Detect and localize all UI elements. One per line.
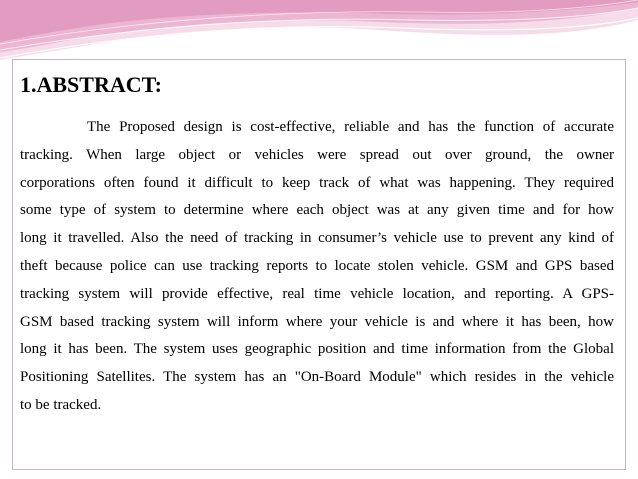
abstract-line: corporations often found it difficult to keep track of what was happening. They required — [20, 174, 614, 191]
abstract-line: tracking. When large object or vehicles were spread out over ground, the owner — [20, 146, 614, 163]
abstract-body — [20, 114, 614, 420]
abstract-line: theft because police can use tracking reports to locate stolen vehicle. GSM and GPS based — [20, 257, 614, 274]
abstract-line: GSM based tracking system will inform where your vehicle is and where it has been, how — [20, 313, 614, 330]
abstract-line: Positioning Satellites. The system has an "On-Board Module" which resides in the vehicle — [20, 369, 614, 386]
abstract-line: some type of system to determine where each object was at any given time and for how — [20, 202, 614, 219]
abstract-line: to be tracked. — [20, 396, 102, 413]
abstract-line: long it has been. The system uses geographic position and time information from the Global — [20, 341, 614, 358]
slide-title: 1.ABSTRACT: — [20, 72, 163, 97]
abstract-line: long it travelled. Also the need of tracking in consumer’s vehicle use to prevent any kind of — [20, 230, 614, 247]
abstract-line: The Proposed design is cost-effective, reliable and has the function of accurate — [87, 119, 614, 135]
abstract-line: tracking system will provide effective, real time vehicle location, and reporting. A GPS- — [20, 285, 614, 302]
